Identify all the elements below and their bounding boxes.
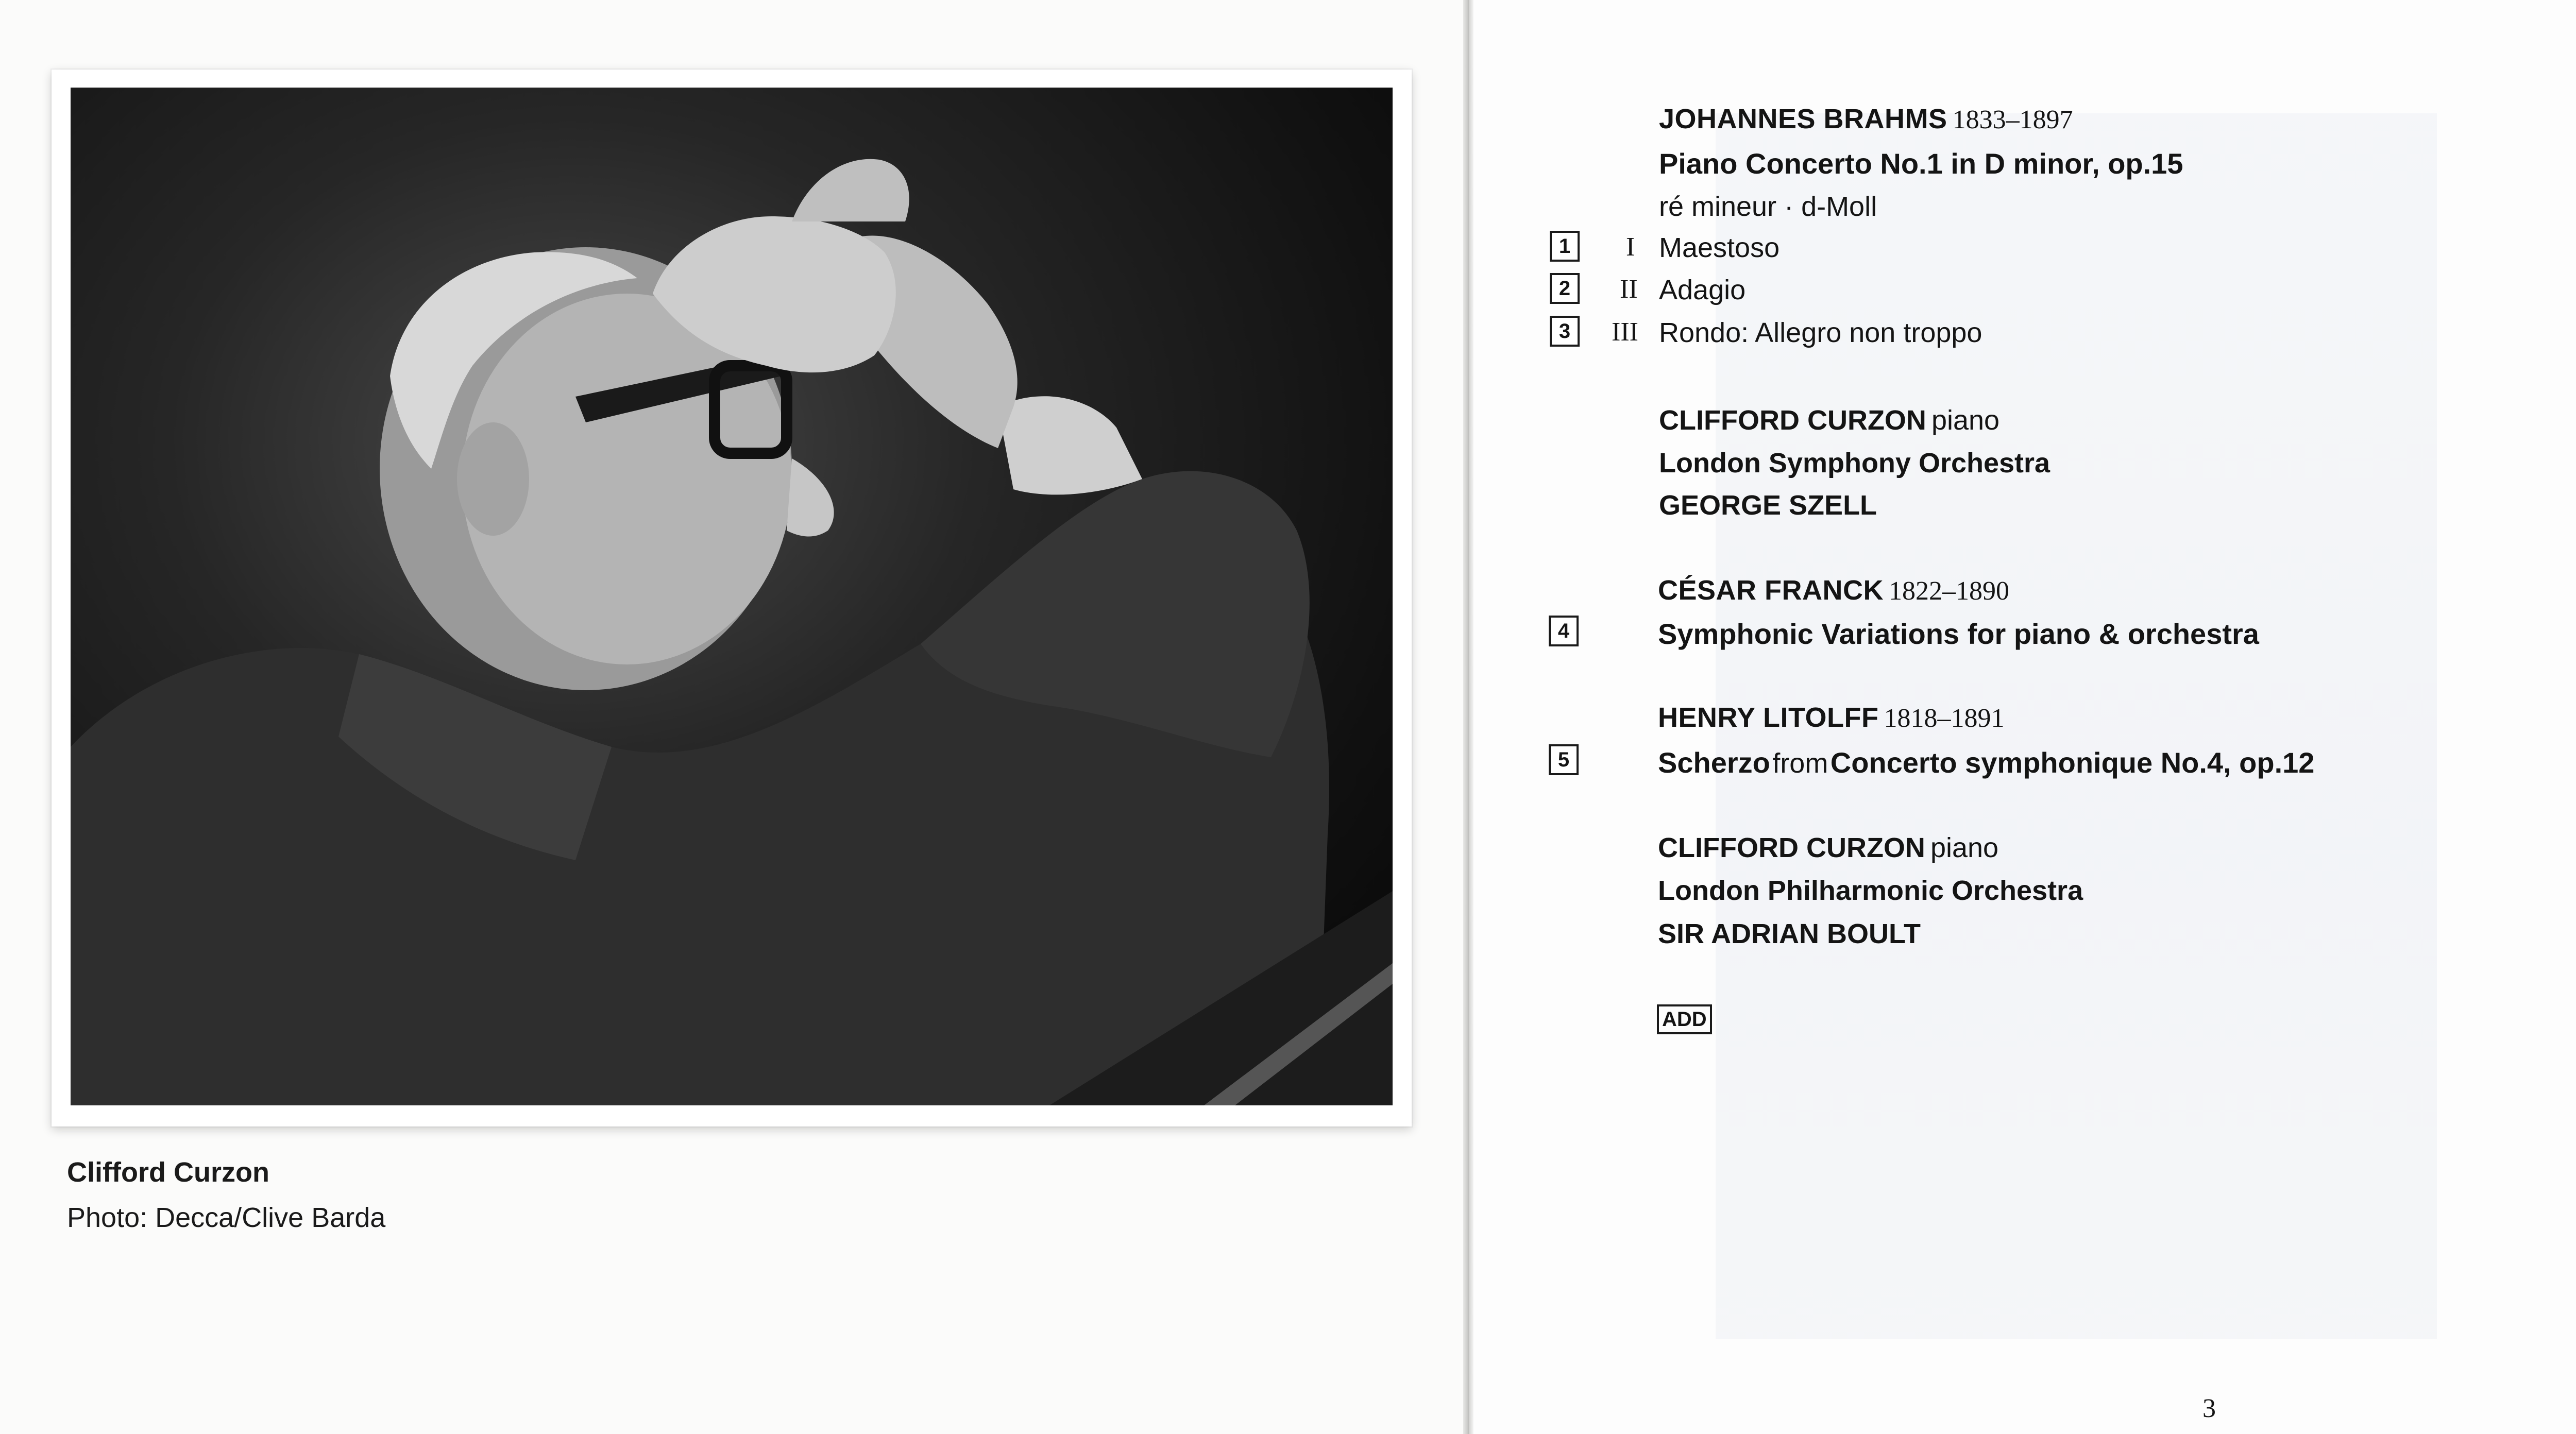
- work-movement: Scherzo: [1658, 746, 1770, 779]
- caption-artist-name: Clifford Curzon: [67, 1157, 269, 1188]
- movement-numeral: I: [1626, 232, 1635, 262]
- movement-title: Adagio: [1659, 275, 1746, 305]
- composer-name: JOHANNES BRAHMS: [1659, 104, 1947, 134]
- composer-dates: 1833–1897: [1952, 105, 2073, 134]
- work-title: [1658, 746, 2314, 779]
- artist-photo: [71, 88, 1393, 1105]
- work-title: Symphonic Variations for piano & orchestra: [1658, 618, 2259, 650]
- conductor-name: SIR ADRIAN BOULT: [1658, 918, 1921, 949]
- movement-numeral: II: [1620, 275, 1638, 304]
- track-number-box: 4: [1549, 616, 1579, 646]
- photo-caption: [67, 1156, 385, 1234]
- orchestra-name: London Symphony Orchestra: [1659, 448, 2050, 479]
- composer-name: HENRY LITOLFF: [1658, 702, 1879, 733]
- conductor-name: GEORGE SZELL: [1659, 490, 1877, 521]
- composer-heading: [1658, 702, 2005, 733]
- soloist-name: CLIFFORD CURZON: [1659, 405, 1926, 436]
- track-number-box: 1: [1550, 231, 1580, 262]
- movement-title: Maestoso: [1659, 232, 1780, 263]
- right-page: [1473, 0, 2576, 1434]
- movement-numeral: III: [1612, 317, 1638, 347]
- track-number-box: 3: [1550, 316, 1580, 347]
- add-badge: ADD: [1657, 1004, 1712, 1034]
- composer-heading: [1658, 574, 2009, 606]
- work-title: Piano Concerto No.1 in D minor, op.15: [1659, 147, 2183, 180]
- soloist-instrument: piano: [1931, 405, 2000, 436]
- tracklist: [1473, 0, 2576, 1434]
- composer-dates: 1822–1890: [1889, 576, 2009, 606]
- composer-heading: [1659, 103, 2073, 135]
- soloist-line: [1659, 404, 1999, 436]
- work-key-subtitle: ré mineur · d-Moll: [1659, 191, 1877, 222]
- composer-dates: 1818–1891: [1884, 704, 2005, 733]
- work-parent: Concerto symphonique No.4, op.12: [1830, 746, 2315, 779]
- composer-name: CÉSAR FRANCK: [1658, 575, 1884, 606]
- orchestra-name: London Philharmonic Orchestra: [1658, 875, 2083, 906]
- book-gutter: [1463, 0, 1473, 1434]
- caption-photo-credit: Photo: Decca/Clive Barda: [67, 1202, 386, 1233]
- portrait-illustration: [71, 88, 1393, 1105]
- soloist-line: [1658, 832, 1998, 864]
- work-connector: from: [1772, 748, 1828, 779]
- photo-frame: [52, 70, 1412, 1126]
- soloist-name: CLIFFORD CURZON: [1658, 832, 1925, 863]
- soloist-instrument: piano: [1930, 832, 1999, 863]
- track-number-box: 5: [1549, 744, 1579, 775]
- movement-title: Rondo: Allegro non troppo: [1659, 317, 1982, 348]
- track-number-box: 2: [1550, 273, 1580, 304]
- page-number: 3: [2202, 1394, 2216, 1423]
